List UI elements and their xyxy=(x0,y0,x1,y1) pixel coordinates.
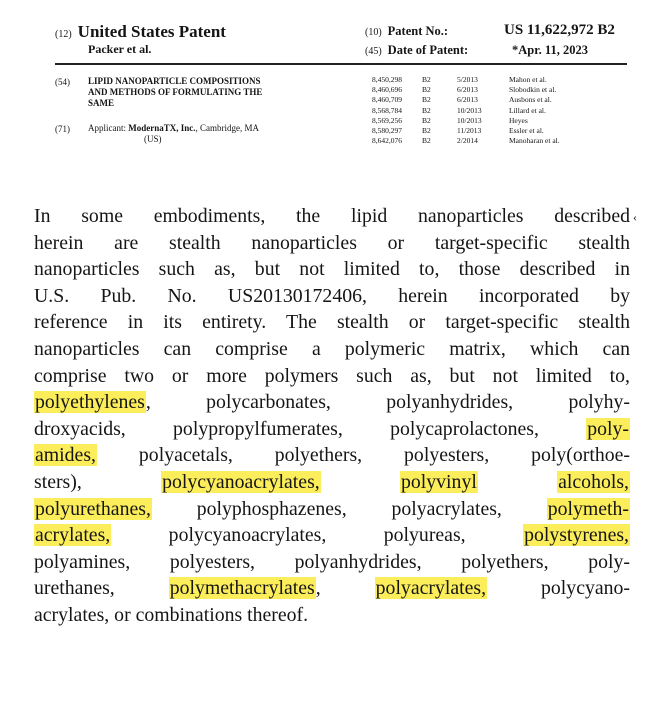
text-line: reference in its entirety. The stealth or target-specific stealth xyxy=(34,311,630,334)
text-run: , polycarbonates, polyanhydrides, polyhy- xyxy=(145,391,630,414)
ref-author: Lillard et al. xyxy=(509,105,546,115)
applicant-code: (71) xyxy=(55,124,70,134)
patent-no-code: (10) xyxy=(365,27,382,38)
patent-office xyxy=(55,22,226,42)
text-line xyxy=(34,469,630,496)
title-line: SAME xyxy=(88,98,115,108)
title-line: AND METHODS OF FORMULATING THE xyxy=(88,87,263,97)
text-run: urethanes, xyxy=(34,577,169,600)
text-run: polycyanoacrylates, polyureas, xyxy=(111,524,524,547)
ref-author: Mahon et al. xyxy=(509,75,547,84)
text-line xyxy=(34,416,630,443)
ref-author: Manoharan et al. xyxy=(509,136,560,146)
ref-number: 8,569,256 xyxy=(372,115,402,125)
highlight: amides, xyxy=(35,444,96,467)
reference-row xyxy=(372,75,560,85)
date-code: (45) xyxy=(365,46,382,57)
ref-number: 8,642,076 xyxy=(372,136,402,146)
applicant-location: , Cambridge, MA xyxy=(195,123,259,133)
ref-date: 10/2013 xyxy=(457,115,482,125)
ref-date: 6/2013 xyxy=(457,95,478,105)
ref-number: 8,568,784 xyxy=(372,105,402,115)
highlight: poly- xyxy=(587,417,629,440)
applicant-label: Applicant: xyxy=(88,123,126,133)
patent-title xyxy=(88,76,262,109)
text-line: nanoparticles can comprise a polymeric matrix, which can xyxy=(34,337,630,360)
ref-number: 8,450,298 xyxy=(372,75,402,84)
office-code: (12) xyxy=(55,29,72,40)
date-label xyxy=(365,43,468,58)
text-line xyxy=(34,522,630,549)
margin-mark: ‹ xyxy=(633,210,637,224)
text-line xyxy=(34,575,630,602)
date-label-text: Date of Patent: xyxy=(387,43,469,57)
applicant xyxy=(88,123,259,145)
ref-kind: B2 xyxy=(422,136,431,146)
text-line xyxy=(34,389,630,416)
ref-kind: B2 xyxy=(422,115,431,125)
highlight: polyvinyl xyxy=(401,470,477,493)
ref-kind: B2 xyxy=(422,126,431,136)
text-run: , xyxy=(315,577,375,600)
text-line: acrylates, or combinations thereof. xyxy=(34,603,309,626)
ref-author: Slobodkin et al. xyxy=(509,85,557,95)
patent-excerpt xyxy=(34,203,630,629)
text-run: polyphosphazenes, polyacrylates, xyxy=(151,497,547,520)
ref-number: 8,460,696 xyxy=(372,85,402,95)
ref-date: 5/2013 xyxy=(457,75,478,84)
text-line xyxy=(34,442,630,469)
text-run xyxy=(478,471,557,493)
ref-number: 8,460,709 xyxy=(372,95,402,105)
ref-date: 6/2013 xyxy=(457,85,478,95)
text-line: polyamines, polyesters, polyanhydrides, polyethers, poly- xyxy=(34,550,630,573)
patent-number: US 11,622,972 B2 xyxy=(504,22,615,38)
text-line xyxy=(34,496,630,523)
ref-date: 2/2014 xyxy=(457,136,478,146)
text-line: nanoparticles such as, but not limited to, those described in xyxy=(34,258,630,281)
title-code: (54) xyxy=(55,77,70,87)
text-run xyxy=(321,471,400,493)
highlight: polymethacrylates xyxy=(169,577,315,600)
office-title: United States Patent xyxy=(77,22,226,41)
reference-row xyxy=(372,106,560,116)
patent-no-label: Patent No.: xyxy=(387,24,449,38)
reference-row xyxy=(372,116,560,126)
highlight: acrylates, xyxy=(35,524,111,547)
highlight: polyacrylates, xyxy=(375,577,487,600)
text-line: comprise two or more polymers such as, but not limited to, xyxy=(34,364,630,387)
text-line: U.S. Pub. No. US20130172406, herein incorporated by xyxy=(34,284,630,307)
ref-author: Essler et al. xyxy=(509,126,544,136)
highlight: alcohols, xyxy=(558,470,629,493)
text-run: polyacetals, polyethers, polyesters, poly(orthoe- xyxy=(96,444,630,467)
ref-author: Heyes xyxy=(509,115,528,125)
date-of-patent: *Apr. 11, 2023 xyxy=(512,43,588,57)
ref-kind: B2 xyxy=(422,95,431,105)
highlight: polymeth- xyxy=(547,497,629,520)
ref-kind: B2 xyxy=(422,105,431,115)
reference-row xyxy=(372,126,560,136)
ref-kind: B2 xyxy=(422,75,431,84)
highlight: polyurethanes, xyxy=(35,497,151,520)
reference-row xyxy=(372,136,560,146)
applicant-name: ModernaTX, Inc. xyxy=(128,123,196,133)
patent-number-label xyxy=(365,24,448,39)
ref-date: 10/2013 xyxy=(457,105,482,115)
text-line: herein are stealth nanoparticles or target-specific stealth xyxy=(34,231,630,254)
inventor-line: Packer et al. xyxy=(88,42,152,56)
reference-row xyxy=(372,95,560,105)
text-run: droxyacids, polypropylfumerates, polycaprolactones, xyxy=(34,417,587,440)
highlight: polyethylenes xyxy=(35,391,145,414)
title-line: LIPID NANOPARTICLE COMPOSITIONS xyxy=(88,76,261,86)
ref-author: Ausbons et al. xyxy=(509,95,552,105)
text-run: polycyano- xyxy=(487,577,631,600)
highlight: polystyrenes, xyxy=(524,524,629,547)
text-line: In some embodiments, the lipid nanoparticles described xyxy=(34,205,630,227)
header-rule xyxy=(55,63,627,65)
applicant-country: (US) xyxy=(144,134,162,144)
references-list xyxy=(372,75,560,146)
reference-row xyxy=(372,85,560,95)
ref-date: 11/2013 xyxy=(457,126,482,136)
ref-number: 8,580,297 xyxy=(372,126,402,136)
text-run: sters), xyxy=(34,470,162,493)
highlight: polycyanoacrylates, xyxy=(162,470,320,493)
patent-header xyxy=(0,0,647,160)
ref-kind: B2 xyxy=(422,85,431,95)
